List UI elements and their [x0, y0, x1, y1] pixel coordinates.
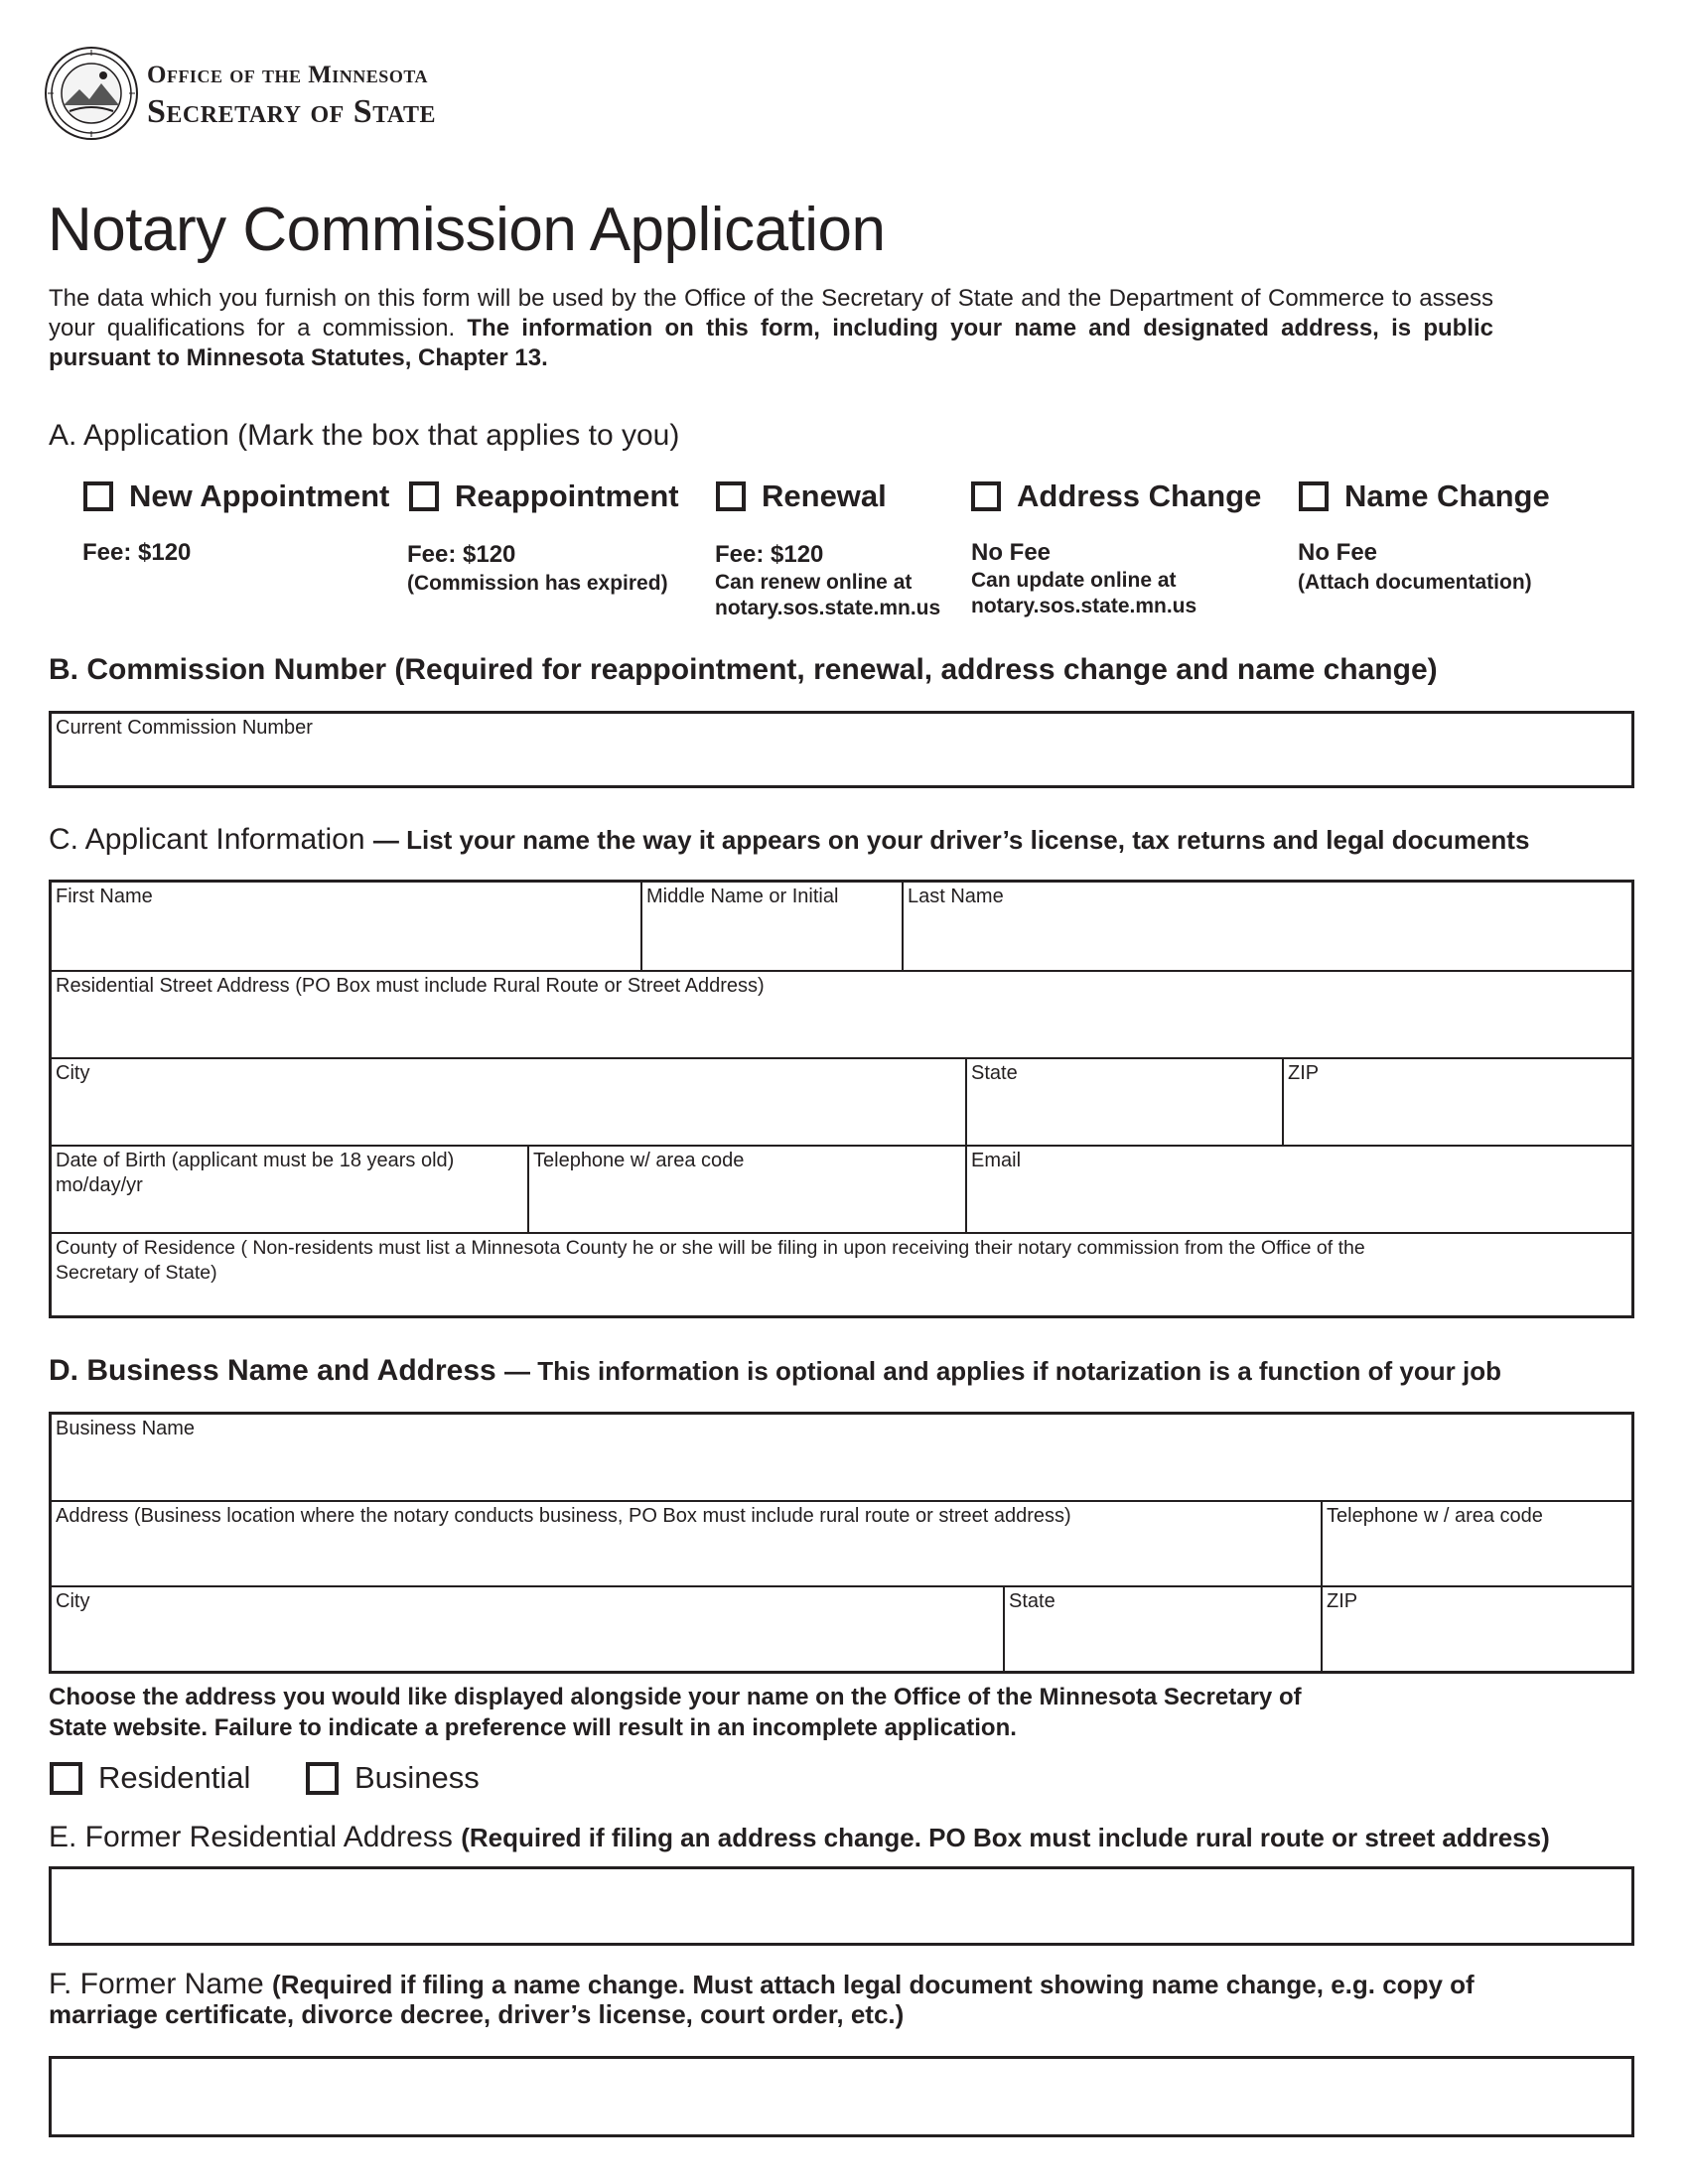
section-f-title — [49, 1970, 1475, 2029]
last-name-field[interactable] — [902, 883, 1631, 970]
business-checkbox[interactable] — [306, 1762, 339, 1795]
former-name-field[interactable] — [49, 2056, 1634, 2137]
section-c-title — [49, 823, 1529, 857]
business-city-field[interactable] — [52, 1585, 1003, 1671]
residential-label: Residential — [98, 1760, 251, 1795]
new-appointment-fee: Fee: $120 — [82, 539, 192, 566]
zip-field[interactable] — [1282, 1057, 1631, 1145]
state-label: State — [971, 1062, 1018, 1084]
office-name-line1: Office of the Minnesota — [147, 62, 428, 88]
section-a-title: A. Application (Mark the box that applies to you) — [49, 419, 680, 452]
name-change-note: (Attach documentation) — [1298, 571, 1532, 594]
residential-street-label: Residential Street Address (PO Box must include Rural Route or Street Address) — [56, 975, 765, 997]
section-d-heading: D. Business Name and Address — [49, 1354, 496, 1387]
option-renewal[interactable] — [716, 478, 887, 514]
option-reappointment[interactable] — [409, 478, 679, 514]
option-address-change[interactable] — [971, 478, 1261, 514]
intro-text: The data which you furnish on this form will be used by the Office of the Secretary of State and the Department of Commerce to assess your qualifications for a commission. — [49, 285, 1493, 341]
business-name-field[interactable] — [52, 1415, 1631, 1500]
option-name-change[interactable] — [1299, 478, 1550, 514]
business-state-field[interactable] — [1003, 1585, 1321, 1671]
first-name-label: First Name — [56, 886, 153, 907]
city-field[interactable] — [52, 1057, 965, 1145]
business-telephone-label: Telephone w / area code — [1327, 1505, 1543, 1527]
section-e-heading: E. Former Residential Address — [49, 1821, 453, 1853]
section-f-subtitle-line2: marriage certificate, divorce decree, driver’s license, court order, etc.) — [49, 1999, 905, 2029]
reappointment-checkbox[interactable] — [409, 481, 439, 511]
applicant-info-grid — [49, 880, 1634, 1318]
name-change-label: Name Change — [1344, 478, 1550, 513]
reappointment-note: (Commission has expired) — [407, 572, 668, 595]
section-c-heading: C. Applicant Information — [49, 823, 365, 856]
business-info-grid — [49, 1412, 1634, 1674]
reappointment-fee: Fee: $120 — [407, 541, 516, 568]
first-name-field[interactable] — [52, 883, 640, 970]
business-zip-label: ZIP — [1327, 1590, 1358, 1612]
choose-line1: Choose the address you would like displayed alongside your name on the Office of the Minnesota Secretary of — [49, 1684, 1302, 1710]
section-f-subtitle-line1: (Required if filing a name change. Must attach legal document showing name change, e.g. copy of — [272, 1970, 1475, 1999]
option-residential[interactable] — [50, 1760, 250, 1796]
zip-label: ZIP — [1288, 1062, 1320, 1084]
former-residential-address-field[interactable] — [49, 1866, 1634, 1946]
office-name-line2: Secretary of State — [147, 93, 436, 130]
business-state-label: State — [1009, 1590, 1055, 1612]
telephone-field[interactable] — [527, 1145, 965, 1232]
section-f-heading: F. Former Name — [49, 1968, 264, 2000]
option-new-appointment[interactable] — [83, 478, 389, 514]
commission-number-field[interactable] — [49, 711, 1634, 788]
county-of-residence-field[interactable] — [52, 1232, 1631, 1315]
business-address-field[interactable] — [52, 1500, 1321, 1585]
telephone-label: Telephone w/ area code — [533, 1150, 745, 1171]
business-label: Business — [354, 1760, 480, 1795]
renewal-checkbox[interactable] — [716, 481, 746, 511]
business-telephone-field[interactable] — [1321, 1500, 1631, 1585]
email-label: Email — [971, 1150, 1022, 1171]
section-e-subtitle: (Required if filing an address change. PO Box must include rural route or street address) — [461, 1823, 1550, 1852]
reappointment-label: Reappointment — [455, 478, 679, 513]
section-d-subtitle: — This information is optional and applies if notarization is a function of your job — [504, 1356, 1501, 1386]
section-c-subtitle: — List your name the way it appears on your driver’s license, tax returns and legal documents — [372, 825, 1530, 855]
date-of-birth-field[interactable] — [52, 1145, 527, 1232]
page-title: Notary Commission Application — [48, 196, 886, 264]
business-address-label: Address (Business location where the notary conducts business, PO Box must include rural route or street address) — [56, 1505, 1071, 1527]
dob-label-line2: mo/day/yr — [56, 1174, 143, 1196]
renewal-fee: Fee: $120 — [715, 541, 824, 568]
new-appointment-checkbox[interactable] — [83, 481, 113, 511]
state-field[interactable] — [965, 1057, 1282, 1145]
section-b-title: B. Commission Number (Required for reappointment, renewal, address change and name change) — [49, 653, 1438, 686]
address-change-note-line2: notary.sos.state.mn.us — [971, 595, 1197, 617]
option-business[interactable] — [306, 1760, 480, 1796]
name-change-fee: No Fee — [1298, 539, 1378, 566]
city-label: City — [56, 1062, 90, 1084]
residential-checkbox[interactable] — [50, 1762, 82, 1795]
renewal-label: Renewal — [762, 478, 887, 513]
intro-bold-text: The information on this form, including your name and designated address, is public pursuant to Minnesota Statutes, Chapter 13. — [49, 315, 1494, 371]
address-change-fee: No Fee — [971, 539, 1052, 566]
county-label — [56, 1236, 1365, 1286]
business-zip-field[interactable] — [1321, 1585, 1631, 1671]
new-appointment-label: New Appointment — [129, 478, 390, 513]
middle-name-label: Middle Name or Initial — [646, 886, 839, 907]
county-label-line1: County of Residence ( Non-residents must list a Minnesota County he or she will be filing in upon receiving their notary commission from the Office of the — [56, 1237, 1365, 1259]
state-seal-icon — [44, 46, 139, 141]
last-name-label: Last Name — [908, 886, 1004, 907]
intro-paragraph — [49, 284, 1493, 373]
middle-name-field[interactable] — [640, 883, 902, 970]
name-change-checkbox[interactable] — [1299, 481, 1329, 511]
business-city-label: City — [56, 1590, 90, 1612]
date-of-birth-label — [56, 1149, 454, 1198]
address-change-checkbox[interactable] — [971, 481, 1001, 511]
address-preference-instructions — [49, 1682, 1439, 1743]
commission-number-label: Current Commission Number — [56, 717, 313, 739]
choose-line2: State website. Failure to indicate a preference will result in an incomplete application. — [49, 1714, 1017, 1741]
renewal-note-line2: notary.sos.state.mn.us — [715, 597, 941, 619]
section-e-title — [49, 1821, 1550, 1854]
residential-street-field[interactable] — [52, 970, 1631, 1057]
renewal-note-line1: Can renew online at — [715, 571, 913, 594]
address-change-note-line1: Can update online at — [971, 569, 1177, 592]
email-field[interactable] — [965, 1145, 1631, 1232]
business-name-label: Business Name — [56, 1418, 196, 1439]
county-label-line2: Secretary of State) — [56, 1262, 217, 1284]
address-change-label: Address Change — [1017, 478, 1262, 513]
section-d-title — [49, 1354, 1501, 1388]
dob-label-line1: Date of Birth (applicant must be 18 years old) — [56, 1150, 455, 1171]
